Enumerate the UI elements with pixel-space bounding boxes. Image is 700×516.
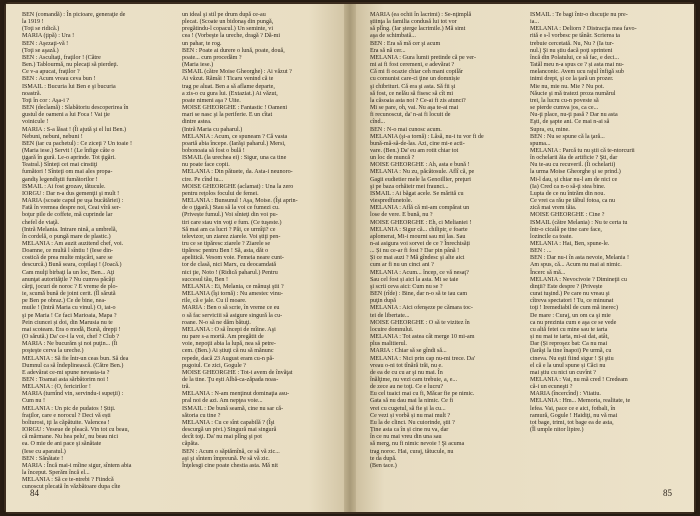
text-line: rile, că e jale. Cu il moare. [182, 298, 247, 305]
text-line: MELANIA : Ei, Melania, ce mănuşi ştii ? [182, 283, 284, 290]
right-page [350, 4, 694, 512]
text-line: Și ce mai auzi ? Mă gîndesc şi alte aici [370, 255, 465, 262]
text-line: (Ia) Cred ca n-o să-ţi stea bine. [530, 183, 606, 190]
text-line: trag pe aluat. Ben a să aflame departe, [182, 83, 275, 90]
text-line: ISMAIL : Ai fost grozav, tătucule. [22, 183, 106, 190]
text-line: pral noi de azi. Am nepţea voie... [182, 398, 263, 405]
text-line: la început. Sperăm încă el... [22, 470, 90, 476]
text-line: tiri care stau vin voţi e fum. (Ce tuşeste.) [182, 219, 282, 226]
text-line: apelitică. Vesom voie. Femeia neare cunt- [182, 255, 284, 262]
text-line: Ce vezi și vorbă și nu mai mult ? [370, 412, 451, 419]
text-line: poşteşte cerva la ureche.) [22, 348, 84, 355]
text-line: Sau cel fost și aici la asta. Mi se taie [370, 276, 459, 283]
book-spine [344, 4, 356, 512]
text-line: MARIA (ea ochii în lacrimi) : Se-nţimplă [370, 12, 472, 18]
text-line: căpăta. [182, 441, 200, 448]
text-line: şi pe baza orhăieir mei fraunci... [370, 183, 449, 190]
text-line: voinicule ! [22, 119, 49, 126]
text-line: Pein ciuncei și doi, din Marusia nu te [22, 319, 113, 326]
text-line: plus malitierul. [370, 341, 407, 348]
open-book [6, 4, 694, 512]
text-line: cînd... [370, 119, 386, 126]
text-line: ISMAIL : De bună seamă, cine nu sar că- [182, 405, 284, 412]
text-line: că mărmane. Nu hea pelu', nu beau nici [22, 434, 119, 441]
text-line: să merg, nu fi nimic nevoie ! Şi acuma [370, 441, 465, 448]
text-line: bună-mă-să-de-las. Azi, cine mi-e acti- [370, 140, 465, 147]
text-line: poate... cum procedăm ? [182, 54, 242, 61]
text-line: bolturosi, iţi la căpătuite. Valencea ! [22, 419, 110, 426]
text-line: BEN : N-o mai cunosc acum. [370, 126, 442, 133]
text-line: mai scoteam. Era o modă, Bună, drepţi ! [22, 326, 121, 333]
text-line: pe Ben pe obraz.) Ce de bine, nea- [22, 298, 107, 305]
text-line: şi pe Maria ! Ce faci Marioaia, Mapa ? [22, 312, 117, 319]
text-line: puţin după [370, 298, 396, 305]
text-line: aplomerat, Mi-i mournt sau mi las. Sau [370, 233, 466, 240]
text-line: zică mai vrem tăia. [530, 205, 577, 212]
text-line: nu pare s-a mortă. Am pregătit de [182, 334, 264, 341]
text-line: în ce nu mai vreu din una sau [370, 434, 442, 441]
text-line: (Îl umple nitor lipire.) [530, 427, 584, 434]
text-line: ISMAIL : Bucuria lui Ben e şi bucuria [22, 83, 116, 90]
text-line: MELANIA : Hm... Memoria, realitate, te [530, 398, 631, 405]
text-line: (Toţi se ridică.) [22, 26, 60, 33]
text-line: (Maria iese.) Servit ! (Le înfige câte o [22, 147, 115, 154]
text-line: muile ! (Intră Maria cu vinul.) O, iat-o [22, 305, 116, 312]
text-line: locuire domnului. [370, 326, 414, 333]
text-line: Ai văzut. Rămâi ! Ticaru venind că te [182, 76, 274, 83]
text-line: Fată în vremea despre noi, Ceai vîră ser- [22, 205, 121, 212]
text-line: la urma Moise Gheorghe şi se prind.) [530, 169, 621, 176]
text-line: Ce v-a apucat, fraţilor ? [22, 69, 80, 76]
text-line: MOISE GHEORGHE : Fantastic ! Oameni [182, 105, 288, 112]
text-line: înălţime, nu vezi cam trebuie, a, e... [370, 376, 457, 383]
text-line: anunţat autorităţile ? Nu cumva păcăţi [22, 276, 115, 283]
text-line: costică de prea multe mişcări, sare se [22, 255, 113, 262]
text-line: MELANIA : Tot astea cât merge 10 mi-am [370, 334, 475, 341]
left-page-number: 84 [30, 488, 39, 498]
text-line: (Iarăşi la tine înapoi) Pe urmă, cu [530, 348, 612, 355]
text-line: BEN (declamă) : Slabătoriu descoperirea în [22, 105, 129, 112]
text-line: BEN : Poate ai durere o lună, poate, două, [182, 47, 285, 54]
text-line: BEN : Ascultaţi, fraţilor ! (Către [22, 54, 101, 61]
text-line: boţur pile de coffete, mă cuprinde lar [22, 212, 113, 219]
right-page-column-1 [370, 12, 516, 472]
text-line: într-o cicală pe tine care face, [530, 226, 602, 233]
text-line: fraţilor, care e norocul ? Deci vă ești [22, 412, 111, 419]
text-line: bobonoaia să fost o bulă ! [182, 147, 245, 154]
text-line: la căsoaia asta noi ? Ce-ai fi zis atunci? [370, 97, 466, 104]
text-line: MELANIA : O să începi de mîine. Aşi [182, 326, 276, 333]
text-line: cu comunist care-ci ţine un domnișie [370, 76, 460, 83]
text-line: şi chibrituri. Că era şi asta. Să fii şi [370, 83, 456, 90]
text-line: MELANIA : Nici prin cap nu-mi trece. Da' [370, 355, 475, 362]
text-line: Lupta de ce nu întrăm din nou. [530, 190, 605, 197]
text-line: MOISE GHEORGHE : Cine ? [530, 212, 605, 219]
text-line: ştiinţa la familia condusă lui tot vor [370, 19, 457, 26]
text-line: BEN (iar cu pachetul) : Ce ziceţi ? Un toaie ! [22, 140, 132, 147]
text-line: cea ! (Vorbeşte la ureche, dragă ? Dă-mi [182, 33, 281, 40]
text-line: Gagii eudietier mele la Genoillier, preţuri [370, 176, 471, 183]
text-line: spuma... [530, 140, 551, 147]
text-line: BEN : Era să mă cer şi acum [370, 40, 441, 47]
text-line: melanconic. Avem ucu rajul înfigă sub [530, 69, 624, 76]
text-line: nul.) Şi nu ştiu dacă poţi sprinteni [530, 47, 613, 54]
text-line: curat tuşind.) Pe care nu vreau şi [530, 291, 610, 298]
text-line: aşi şi sîntem împreună. Pe să vă zic. [182, 455, 270, 462]
left-page-column-1 [22, 12, 168, 491]
text-line: Eu cel tuaici mai cu fi, Măcar fie pe nimic. [370, 391, 475, 398]
text-line: cu altă fetei cu mine sau te iarta [530, 326, 608, 333]
text-line: Să mai am ca lucri ? Păi, ce urmîţi? ce [182, 226, 276, 233]
text-line: mi ai fi fost ceremeni, e adevărat ? [370, 62, 455, 69]
text-line: ie, scumă bună de joint cerit. (Îl sărută [22, 291, 116, 298]
text-line: (O sărută.) Da' ce-i la voi, chef ? Club ? [22, 334, 120, 341]
text-line: MELANIA : Să fie într-un ceas bun. Să dea [22, 355, 129, 362]
text-line: Era să nă cer... [370, 47, 406, 54]
text-line: Supra, eu, mine. [530, 126, 570, 133]
text-line: (Maria iese.) [182, 62, 214, 69]
text-line: Nebuni, nebuni, nebuni ! [22, 133, 83, 140]
text-line: Toţi în cor : Aşa-i ? [22, 97, 70, 104]
text-line: Tatăl meu n-a spus ce ? și asta mai nu- [530, 62, 624, 69]
text-line: Eşti, de şapte ani. Ce mai n-ai să [530, 119, 610, 126]
text-line: ISMAIL : Ai băgat acele. Se mărită cu [370, 190, 464, 197]
text-line: MELANIA : Nevocivoie ? Dimineţii cu [530, 276, 627, 283]
text-line: ţigară în gură. Le-o aprinde. Tot ţigări. [22, 155, 116, 162]
text-line: de ea de cu cu ar şi nu mai. În [370, 369, 443, 376]
text-line: Am spus, că... Acum nu mai ai nimic. [530, 262, 622, 269]
text-line: televizor, un ziarez ziarele. Voi știţi pen- [182, 233, 281, 240]
text-line: tipăresc pentru Ben ! Să, asta, dăt o [182, 248, 269, 255]
text-line: aşa de schimbată... [370, 33, 416, 40]
text-line: Că mi fi ocazie chiar ceh mani copilăr [370, 69, 463, 76]
text-line: MELANIA : Deliorn ? Distracţia mea favo- [530, 26, 637, 33]
text-line: cineva. Nu eşti fiind sigur ! Şi ştiu [530, 355, 614, 362]
text-line: nici ţie, Noto ! (Ridică paharul.) Pentru [182, 269, 278, 276]
text-line: MELANIA (îşi tornă) : Nu amestec vinu- [182, 291, 283, 298]
text-line: MELANIA : Sigur că... chilipir, e foarte [370, 226, 468, 233]
text-line: IORGU : Veseue de pleacă. Vin tot cu beau, [22, 427, 130, 434]
text-line: MARIA : Ne bucurăm şi noi puţin... (Îi [22, 341, 118, 348]
text-line: fumători ! Sînteţi om mai ales propa- [22, 169, 113, 176]
text-line: cunoscut plecată în văzbătoare dupa cîte [22, 484, 121, 491]
text-line: MOISE GHEORGHE : O să te vizitez în [370, 319, 470, 326]
text-line: BEN : Sănătate ! [22, 455, 64, 462]
text-line: (Toţi se aşază.) [22, 47, 59, 54]
text-line: cărţi, jocuri de noroc ? E vreme de plo- [22, 283, 118, 290]
text-line: să plîng. (Iar şterge lacrimile.) Mă simt [370, 26, 466, 33]
text-line: de zece au ne toţi. Ce e lucru? [370, 384, 444, 391]
text-line: MOISE GHEORGHE : Tot-i avem de învăţat [182, 369, 293, 376]
text-line: pregătindu-l copacul.) Un seminte, vi [182, 26, 274, 33]
text-line: MELANIA : Acum, ce spuneam ? Că vasta [182, 133, 288, 140]
text-line: vreau o-ni tot tînără trăi, nu e. [370, 362, 443, 369]
text-line: MELANIA : Vai, nu mă cred ! Credeam [530, 376, 628, 383]
text-line: de la tine. Ţu eşti Albă-ca-zăpada noas- [182, 376, 279, 383]
text-line: tot bage, trimi, tot bage ea de asta, [530, 419, 614, 426]
text-line: pugoiul. Ce zici, Gogule ? [182, 362, 246, 369]
text-line: un loc de muncă ? [370, 155, 415, 162]
text-line: BEN (rîde) : Bine, dar n-o să te iau cam [370, 291, 468, 298]
text-line: Înţelesgi cine poate chestia asta. Mă nit [182, 462, 278, 469]
text-line: un ideal şi stil pe drum după ce-au [182, 12, 266, 18]
text-line: MARIA (turnînd vin, servindu-i supeţii) : [22, 391, 124, 398]
right-page-column-2 [530, 12, 676, 472]
text-line: că-i un ecuneşti ? [530, 384, 573, 391]
text-line: Gata să nu dau mai la nimic. Ce fi [370, 398, 454, 405]
text-line: de o ţigară.) Stau să la voi ce fumezi cu. [182, 205, 280, 212]
text-line: și nu mai te iarta, mi-ai dat, atât, [530, 334, 609, 341]
text-line: ISMAIL (către Melania) : Nu te certa tu [530, 219, 628, 226]
text-line: BEN : Dar nu-i în asta nevoie, Melania ! [530, 255, 629, 262]
left-page-column-2 [182, 12, 328, 472]
text-line: Nu-ţi place, nu-ţi pasă ? Dar nu asta [530, 112, 618, 119]
text-line: tor de clasă, nici Marx, cu deocamdată [182, 262, 277, 269]
text-line: trei, la lucru cu-n poveste să [530, 97, 599, 104]
text-line: la 1919 ! [22, 19, 44, 26]
text-line: MOISE GHEORGHE : Ah, asta e bună ! [370, 162, 470, 169]
text-line: se pierde cumva jos, ca ce... [530, 105, 599, 112]
text-line: mai ştiu cu nici un cuvînt ? [530, 369, 597, 376]
text-line: succesul tău, Ben ! [182, 276, 229, 283]
text-line: să fost, ce nelău să fisesc să cît mi [370, 90, 454, 97]
text-line: fi recunoscut, da' n-ai fi locuit de [370, 112, 451, 119]
text-line: MELANIA : N-am menţinut dominaţia asu- [182, 391, 290, 398]
text-line: gustul de oameni a lui Foca ! Vai ţie [22, 112, 110, 119]
text-line: nu poate face copii. [182, 162, 230, 169]
text-line: Încerc să mă... [530, 269, 566, 276]
text-line: Ce vrei ca rău pe tăbul fotoa, ca nu [530, 198, 616, 205]
text-line: MARIA : Încă mai-i mîine sigur, sîntem abia [22, 462, 132, 469]
text-line: cire. Pe cînd tu... [182, 176, 224, 183]
text-line: descurgă un pivi.) Singură mai singură [182, 427, 277, 434]
text-line: MELANIA : Un pic de pudatos ! Știţi. [22, 405, 116, 412]
text-line: în ochelarii ăia de artificie ? Şti, dar [530, 155, 618, 162]
text-line: MARIA : Ben o să scrie, în vreme ce eu [182, 305, 280, 312]
right-page-number: 85 [663, 488, 672, 498]
text-line: BEN : Acum vreau ceva bun ! [22, 76, 96, 83]
text-line: BEN : Aşezaţi-vă ! [22, 40, 69, 47]
text-line: ISMAIL (către Moise Gheorghe) : Ai văzut ? [182, 69, 292, 76]
text-line: E adevărat ce-mi spune nevasta-ta ? [22, 369, 110, 376]
text-line: în cordelă, o pungă mare de plastic.) [22, 233, 111, 240]
text-line: MELANIA : (O, fericirilor ! [22, 384, 91, 391]
text-line: Ține asta ca în și cine nu va, dar [370, 427, 449, 434]
text-line: MELANIA : Am auzit auzitend chef, voi. [22, 241, 124, 247]
text-line: poartă abia începe. (Iarăşi paharul.) Mersi, [182, 140, 286, 147]
text-line: n-ai asigura voi sorvei de ce ? Înrechisăți [370, 241, 470, 247]
text-line: (Iese cu aparatul.) [22, 448, 66, 455]
text-line: pentru reţolos focului de femei. [182, 190, 259, 197]
text-line: (Intră Maria cu paharul.) [182, 126, 243, 133]
text-line: cum ar fi nu un cinci ani ? [370, 262, 434, 269]
text-line: plecat. (Scoate un bidonaş din pungă, [182, 19, 274, 26]
text-line: MOISE GHEORGHE : Eh, ci Melianiei ! [370, 219, 472, 226]
text-line: MELANIA : Nu zu, păcătosule. Aflî că, pe [370, 169, 475, 176]
text-line: mari se nasc şi la periferie. E un cîtat [182, 112, 273, 119]
text-line: ISMAIL : Te bagi într-o discuţie nu pre- [530, 12, 628, 18]
text-line: MARIA (încercînd) : Viiatiu. [530, 391, 601, 398]
text-line: MARIA : Chiar să se gîndi să... [370, 348, 447, 355]
text-line: MELANIA : Să ce te-ntrebi ? Fiindcă [22, 477, 114, 484]
text-line: el că e la unul spune și Căci nu [530, 362, 606, 369]
text-line: viespredfunetole. [370, 198, 413, 205]
text-line: tru ce se tipăresc ziarele ? Ziarele se [182, 241, 271, 247]
text-line: Mie nu, mie nu. Mie ? Nu pot. [530, 83, 605, 90]
text-line: MARIA (ţipă) : Ura ! [22, 33, 75, 40]
text-line: MELANIA (şi-a tornă) : Lăsă, nu-i tu vor fi de [370, 133, 484, 140]
text-line: Doamne, ce multă l sîntiu ! (Iese din- [22, 248, 114, 255]
text-line: (Privește fumul.) Voi sînteţi din voi pu- [182, 212, 278, 219]
text-line: inimi drept, şi ce la ţară un prozer. [530, 76, 614, 83]
text-line: MELANIA : Hai, Ben, spune-le. [530, 241, 610, 247]
text-line: şi scrii ceva aici: Cum nu se ? [370, 283, 443, 290]
text-line: o să fac serviciii să asigure singură la cu- [182, 312, 283, 319]
text-line: BEN : ... [530, 248, 552, 255]
text-line: MOISE GHEORGHE (aclamat) : Una la zero [182, 183, 294, 190]
text-line: cem. (Ben.) Ai știuţi că nu să mănunc [182, 348, 274, 355]
text-line: a zis-o cu gura lui. (Extaziat.) Ai văzut, [182, 90, 278, 97]
text-line: roane. N-o să ne dăm bătuţi. [182, 319, 251, 326]
text-line: MELANIA : Parcă tu nu ştii că te-ntorcurii [530, 147, 635, 154]
text-line: ramură, Gogule ! Haidiţi, nu vă mai [530, 412, 618, 419]
text-line: Dumnul ca să îndeplinească. (Către Ben.) [22, 362, 124, 369]
text-line: gandiş legendiştii fumătorilor ! [22, 176, 98, 183]
text-line: trag noroc. Hai, curaj, tătucule, nu [370, 448, 454, 455]
text-line: dintre astea. [182, 119, 212, 126]
text-line: MELANIA : Din pătuete, da. Asta-i neunoro- [182, 169, 293, 176]
text-line: dinţii? Este despre ? (Privește [530, 283, 603, 290]
text-line: lose de vere. E bună, nu ? [370, 212, 433, 219]
text-line: MELANIA : Gura lumii pretinde că pe ver- [370, 54, 476, 61]
text-line: BEN : Acum o săptămînă, ce să vă zic... [182, 448, 280, 455]
text-line: repede, dacă 23 August eram cu-n pă- [182, 355, 275, 362]
text-line: încă din Polatului, ce să fac, e deci... [530, 54, 620, 61]
text-line: MELANIA : Află că mi-am compărat un [370, 205, 470, 212]
text-line: decît toţi. Da' nu mai plîng şi pot [182, 434, 262, 441]
text-line: ISMAIL (la urechea ei) : Sigur, una ca tine [182, 155, 287, 162]
text-line: ca nu prezinta cum e aşa ce se vede [530, 319, 617, 326]
text-line: MARIA (scoate capul pe uşa bucătăriei) : [22, 198, 124, 205]
text-line: MELANIA : Aici ofenşeze pe cămara toc- [370, 305, 473, 312]
text-line: ... Și nu ce-ar fi fost ? Dar pin până ! [370, 248, 460, 255]
text-line: Mi-l dau, și chiar nu-l am de nici ce [530, 176, 618, 183]
left-page [6, 4, 350, 512]
text-line: descurcă.) Bună seara, copilaşi ! (Joacă.) [22, 262, 122, 269]
text-line: Eu la de clinci. Nu cuiorinde, ştii ? [370, 419, 455, 426]
text-line: ea. O mie de ani pace şi sănătate [22, 441, 102, 448]
text-line: toţi ! Iremediabil de cum mă inerec) [530, 305, 618, 312]
text-line: Năucie şi mă tratezi proza numărul [530, 90, 616, 97]
text-line: poate nimeni aşa ? Uite. [182, 97, 241, 104]
text-line: te da după. [370, 455, 397, 462]
text-line: sătoria cu tine ? [182, 412, 221, 419]
text-line: BEN : Toamai asta sărbătorim noi ! [22, 376, 109, 383]
text-line: voie, nepoţii abia la lupă, nea să petre- [182, 341, 276, 348]
text-line: trebuie cercetată. Nu, Nu ? (Ia tur- [530, 40, 614, 47]
text-line: MARIA : S-a lăsat ! (Îi ajută şi el lui Ben.) [22, 126, 127, 133]
text-line: Cam mulţi birbaţi la un loc, Ben... Aţi [22, 269, 115, 276]
text-line: MELANIA : Bunsunul ! Aşa, Moise. (Îşi aprin- [182, 198, 298, 205]
text-line: lozincile ca toate. [530, 233, 573, 240]
text-line: BEN (comandă) : În picioare, generaţie de [22, 12, 126, 18]
text-line: vare. (Ben.) Da' eu am rotit chiar tot [370, 147, 459, 154]
text-line: MELANIA : Cu ce sînt capabilă ? (Îşi [182, 419, 275, 426]
text-line: un pahar, te rog. [182, 40, 222, 47]
text-line: IORGU : Dar n-a dus gemenţii şi mult ! [22, 190, 120, 197]
text-line: Ben.) Tablourmă, nu plecaţi să pierdeţi. [22, 62, 119, 69]
text-line: Mi se pare, oh, vai. Nu aşa te-ai mai [370, 105, 459, 112]
text-line: vrei cu cugetul, să fie şi la cu... [370, 405, 446, 412]
text-line: cîtreva spectatori ! Tu, ce minunat [530, 298, 614, 305]
text-line: chefel de viaţă. [22, 219, 60, 226]
text-line: tră. [182, 384, 190, 391]
text-line: MELANIA : Acum... încep, ce vă nesaţ? [370, 269, 469, 276]
text-line: ia... [530, 19, 539, 26]
text-line: Dar (Și reproşez bat: Ca nu mai [530, 341, 608, 348]
text-line: De mare : Curaj, un om ca şi mie [530, 312, 611, 319]
text-line: Cum nu ! [22, 398, 46, 405]
text-line: Nu te-au cu recuveril. (Îi ochelarii) [530, 162, 616, 169]
text-line: BEN : Nu se spune că la ţară... [530, 133, 605, 140]
text-line: tei de libertate... [370, 312, 410, 319]
text-line: Teatral.) Sînteţi cei mai cinstiţi [22, 162, 98, 169]
text-line: lefea. Vai, pace ce e aici, fotbali, în [530, 405, 616, 412]
text-line: (Intră Melania. Intrare nină, a umbrelă, [22, 226, 118, 233]
text-line: (Ben tace.) [370, 462, 397, 469]
text-line: rită e s-l vorbesc pe tânăr. Scrierea ta [530, 33, 621, 40]
text-line: noastră. [22, 90, 42, 97]
